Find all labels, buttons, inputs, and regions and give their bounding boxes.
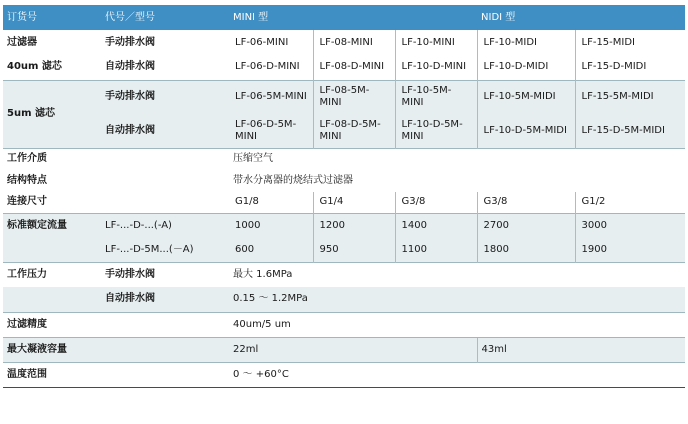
model-cell: LF-06-D-MINI bbox=[229, 55, 313, 80]
model-cell: LF-06-5M-MINI bbox=[229, 80, 313, 114]
manual-drain-label: 手动排水阀 bbox=[101, 80, 229, 114]
pressure-manual-value: 最大 1.6MPa bbox=[229, 262, 685, 287]
model-cell: LF-10-D-5M-MINI bbox=[395, 114, 477, 148]
filter-label: 过滤器 bbox=[3, 30, 101, 55]
connection-cell: G3/8 bbox=[395, 192, 477, 213]
flow-row-1 bbox=[3, 213, 685, 238]
condensate-mini-value: 22ml bbox=[229, 337, 477, 362]
model-cell: LF-06-D-5M-MINI bbox=[229, 114, 313, 148]
precision-value: 40um/5 um bbox=[229, 312, 685, 337]
model-cell: LF-10-5M-MINI bbox=[395, 80, 477, 114]
flow-row-2 bbox=[3, 238, 685, 262]
flow-cell: 1400 bbox=[395, 213, 477, 238]
pressure-row-1 bbox=[3, 262, 685, 287]
connection-row bbox=[3, 192, 685, 213]
model-cell: LF-06-MINI bbox=[229, 30, 313, 55]
condensate-nidi-value: 43ml bbox=[477, 337, 685, 362]
model-cell: LF-10-MINI bbox=[395, 30, 477, 55]
condensate-row bbox=[3, 337, 685, 362]
medium-row bbox=[3, 148, 685, 170]
precision-row bbox=[3, 312, 685, 337]
connection-cell: G3/8 bbox=[477, 192, 575, 213]
model-cell: LF-10-MIDI bbox=[477, 30, 575, 55]
flow-cell: 2700 bbox=[477, 213, 575, 238]
temperature-value: 0 ～ +60°C bbox=[229, 362, 685, 387]
filter-row-3 bbox=[3, 80, 685, 114]
pressure-auto-value: 0.15 ～ 1.2MPa bbox=[229, 287, 685, 312]
header-order-no: 订货号 bbox=[3, 5, 101, 30]
temperature-row bbox=[3, 362, 685, 387]
flow-cell: 1200 bbox=[313, 213, 395, 238]
filter-40um-label: 40um 滤芯 bbox=[3, 55, 101, 80]
condensate-label: 最大凝液容量 bbox=[3, 337, 229, 362]
connection-cell: G1/8 bbox=[229, 192, 313, 213]
header-nidi: NIDI 型 bbox=[477, 5, 685, 30]
model-cell: LF-10-5M-MIDI bbox=[477, 80, 575, 114]
model-cell: LF-08-5M-MINI bbox=[313, 80, 395, 114]
flow-cell: 1000 bbox=[229, 213, 313, 238]
structure-label: 结构特点 bbox=[3, 170, 229, 192]
header-mini: MINI 型 bbox=[229, 5, 477, 30]
connection-label: 连接尺寸 bbox=[3, 192, 229, 213]
model-cell: LF-15-5M-MIDI bbox=[575, 80, 685, 114]
flow-sub-label: LF-...-D-...(-A) bbox=[101, 213, 229, 238]
flow-sub-label: LF-...-D-5M...(－A) bbox=[101, 238, 229, 262]
precision-label: 过滤精度 bbox=[3, 312, 229, 337]
flow-cell: 1100 bbox=[395, 238, 477, 262]
flow-label: 标准额定流量 bbox=[3, 213, 101, 238]
flow-cell: 1900 bbox=[575, 238, 685, 262]
model-cell: LF-08-D-MINI bbox=[313, 55, 395, 80]
structure-row bbox=[3, 170, 685, 192]
flow-cell: 950 bbox=[313, 238, 395, 262]
auto-drain-label: 自动排水阀 bbox=[101, 114, 229, 148]
medium-label: 工作介质 bbox=[3, 148, 229, 170]
flow-cell: 3000 bbox=[575, 213, 685, 238]
spec-table bbox=[3, 5, 685, 388]
structure-value: 带水分离器的烧结式过滤器 bbox=[229, 170, 685, 192]
filter-5um-label: 5um 滤芯 bbox=[3, 80, 101, 148]
model-cell: LF-15-D-5M-MIDI bbox=[575, 114, 685, 148]
auto-drain-label: 自动排水阀 bbox=[101, 287, 229, 312]
model-cell: LF-10-D-5M-MIDI bbox=[477, 114, 575, 148]
model-cell: LF-08-MINI bbox=[313, 30, 395, 55]
model-cell: LF-15-D-MIDI bbox=[575, 55, 685, 80]
medium-value: 压缩空气 bbox=[229, 148, 685, 170]
model-cell: LF-15-MIDI bbox=[575, 30, 685, 55]
connection-cell: G1/2 bbox=[575, 192, 685, 213]
flow-cell: 600 bbox=[229, 238, 313, 262]
model-cell: LF-08-D-5M-MINI bbox=[313, 114, 395, 148]
model-cell: LF-10-D-MIDI bbox=[477, 55, 575, 80]
model-cell: LF-10-D-MINI bbox=[395, 55, 477, 80]
header-model: 代号／型号 bbox=[101, 5, 229, 30]
filter-row-1 bbox=[3, 30, 685, 55]
header-row bbox=[3, 5, 685, 30]
filter-row-2 bbox=[3, 55, 685, 80]
manual-drain-label: 手动排水阀 bbox=[101, 262, 229, 287]
connection-cell: G1/4 bbox=[313, 192, 395, 213]
pressure-row-2 bbox=[3, 287, 685, 312]
flow-cell: 1800 bbox=[477, 238, 575, 262]
pressure-label: 工作压力 bbox=[3, 262, 101, 287]
temperature-label: 温度范围 bbox=[3, 362, 229, 387]
auto-drain-label: 自动排水阀 bbox=[101, 55, 229, 80]
manual-drain-label: 手动排水阀 bbox=[101, 30, 229, 55]
filter-row-4 bbox=[3, 114, 685, 148]
